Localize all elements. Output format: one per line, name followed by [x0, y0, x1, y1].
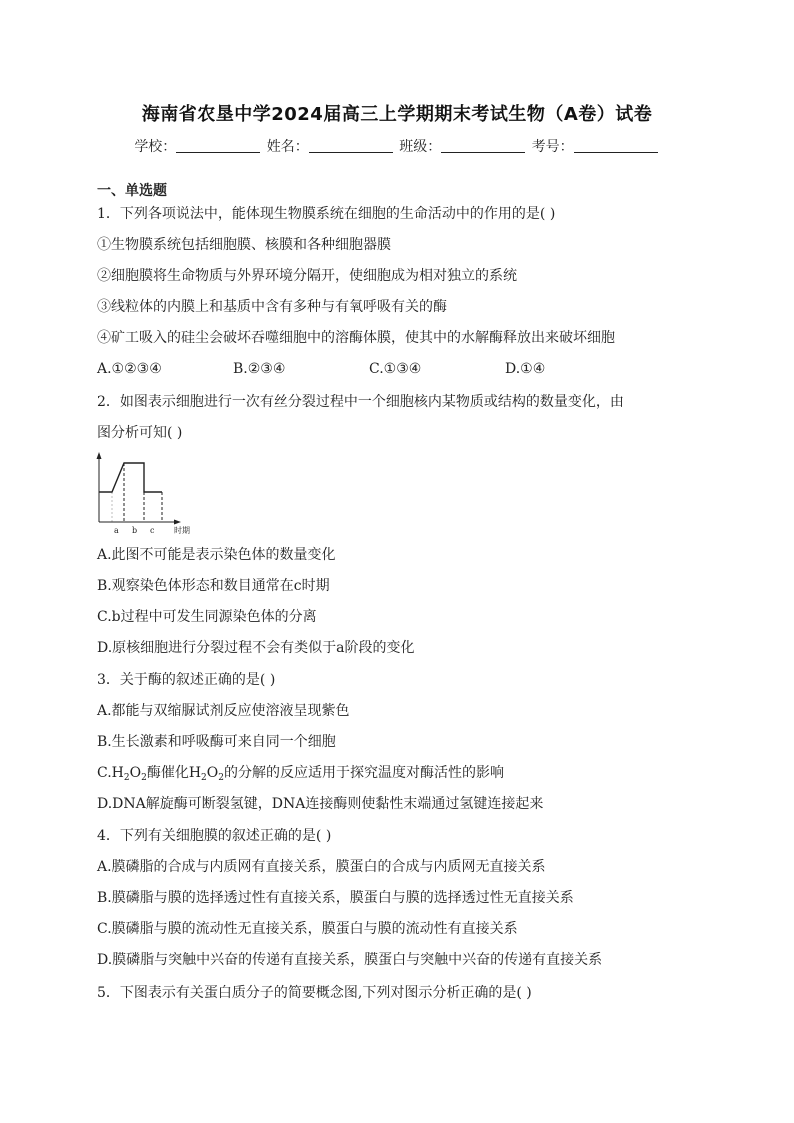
q1-option-b[interactable]: B.②③④ — [233, 361, 286, 377]
q4-option-c[interactable]: C.膜磷脂与膜的流动性无直接关系，膜蛋白与膜的流动性有直接关系 — [97, 921, 518, 937]
q3c-sub-4: 2 — [218, 773, 224, 783]
q1-item-4: ④矿工吸入的硅尘会破坏吞噬细胞中的溶酶体膜，使其中的水解酶释放出来破坏细胞 — [97, 330, 615, 346]
q3-stem: 3．关于酶的叙述正确的是( ) — [97, 672, 276, 688]
school-blank[interactable] — [176, 138, 260, 153]
q1-item-2: ②细胞膜将生命物质与外界环境分隔开，使细胞成为相对独立的系统 — [97, 268, 517, 284]
quantity-curve — [99, 463, 162, 492]
q1-option-a[interactable]: A.①②③④ — [97, 361, 162, 377]
class-label: 班级： — [399, 139, 442, 155]
q1-item-3: ③线粒体的内膜上和基质中含有多种与有氧呼吸有关的酶 — [97, 299, 447, 315]
label-a: a — [114, 526, 119, 535]
q1-option-d[interactable]: D.①④ — [505, 361, 546, 377]
q2-figure — [92, 452, 202, 538]
q3c-sub-1: 2 — [123, 773, 130, 783]
q2-stem-line1: 2．如图表示细胞进行一次有丝分裂过程中一个细胞核内某物质或结构的数量变化，由 — [97, 394, 624, 410]
section-title: 一、单选题 — [97, 183, 167, 199]
q2-stem-line2: 图分析可知( ) — [97, 425, 183, 441]
id-label: 考号： — [531, 139, 574, 155]
label-c: c — [150, 526, 155, 535]
q1-stem: 1．下列各项说法中，能体现生物膜系统在细胞的生命活动中的作用的是( ) — [97, 206, 556, 222]
q3c-text-4: O — [206, 765, 219, 781]
q2-option-b[interactable]: B.观察染色体形态和数目通常在c时期 — [97, 578, 330, 594]
q3-option-d[interactable]: D.DNA解旋酶可断裂氢键，DNA连接酶则使黏性末端通过氢键连接起来 — [97, 796, 544, 812]
q3c-text-1: C.H — [97, 765, 124, 781]
q1-item-1: ①生物膜系统包括细胞膜、核膜和各种细胞器膜 — [97, 237, 391, 253]
q3-option-b[interactable]: B.生长激素和呼吸酶可来自同一个细胞 — [97, 734, 336, 750]
q3c-text-5: 的分解的反应适用于探究温度对酶活性的影响 — [224, 765, 504, 781]
q1-options — [97, 359, 641, 379]
q4-stem: 4．下列有关细胞膜的叙述正确的是( ) — [97, 828, 332, 844]
x-axis-arrow — [174, 520, 181, 525]
name-blank[interactable] — [309, 138, 393, 153]
q3-option-c[interactable] — [97, 763, 504, 783]
q3-option-a[interactable]: A.都能与双缩脲试剂反应使溶液呈现紫色 — [97, 703, 350, 719]
q4-option-b[interactable]: B.膜磷脂与膜的选择透过性有直接关系，膜蛋白与膜的选择透过性无直接关系 — [97, 890, 574, 906]
x-axis-label: 时期 — [174, 526, 190, 535]
q2-option-a[interactable]: A.此图不可能是表示染色体的数量变化 — [97, 547, 336, 563]
label-b: b — [132, 526, 138, 535]
name-label: 姓名： — [266, 139, 309, 155]
q2-option-d[interactable]: D.原核细胞进行分裂过程不会有类似于a阶段的变化 — [97, 640, 415, 656]
y-axis-arrow — [97, 452, 102, 459]
id-blank[interactable] — [574, 138, 658, 153]
q3c-sub-3: 2 — [201, 773, 207, 783]
q4-option-a[interactable]: A.膜磷脂的合成与内质网有直接关系，膜蛋白的合成与内质网无直接关系 — [97, 859, 546, 875]
q1-option-c[interactable]: C.①③④ — [369, 361, 422, 377]
q5-stem: 5．下图表示有关蛋白质分子的简要概念图,下列对图示分析正确的是( ) — [97, 985, 532, 1001]
student-info-line — [0, 136, 794, 156]
q4-option-d[interactable]: D.膜磷脂与突触中兴奋的传递有直接关系，膜蛋白与突触中兴奋的传递有直接关系 — [97, 952, 603, 968]
exam-title: 海南省农垦中学2024届高三上学期期末考试生物（A卷）试卷 — [141, 104, 653, 125]
q3c-text-2: O — [129, 765, 142, 781]
school-label: 学校： — [134, 139, 177, 155]
q3c-text-3: 酶催化H — [146, 765, 202, 781]
q2-option-c[interactable]: C.b过程中可发生同源染色体的分离 — [97, 609, 317, 625]
q3c-sub-2: 2 — [141, 773, 147, 783]
class-blank[interactable] — [441, 138, 525, 153]
